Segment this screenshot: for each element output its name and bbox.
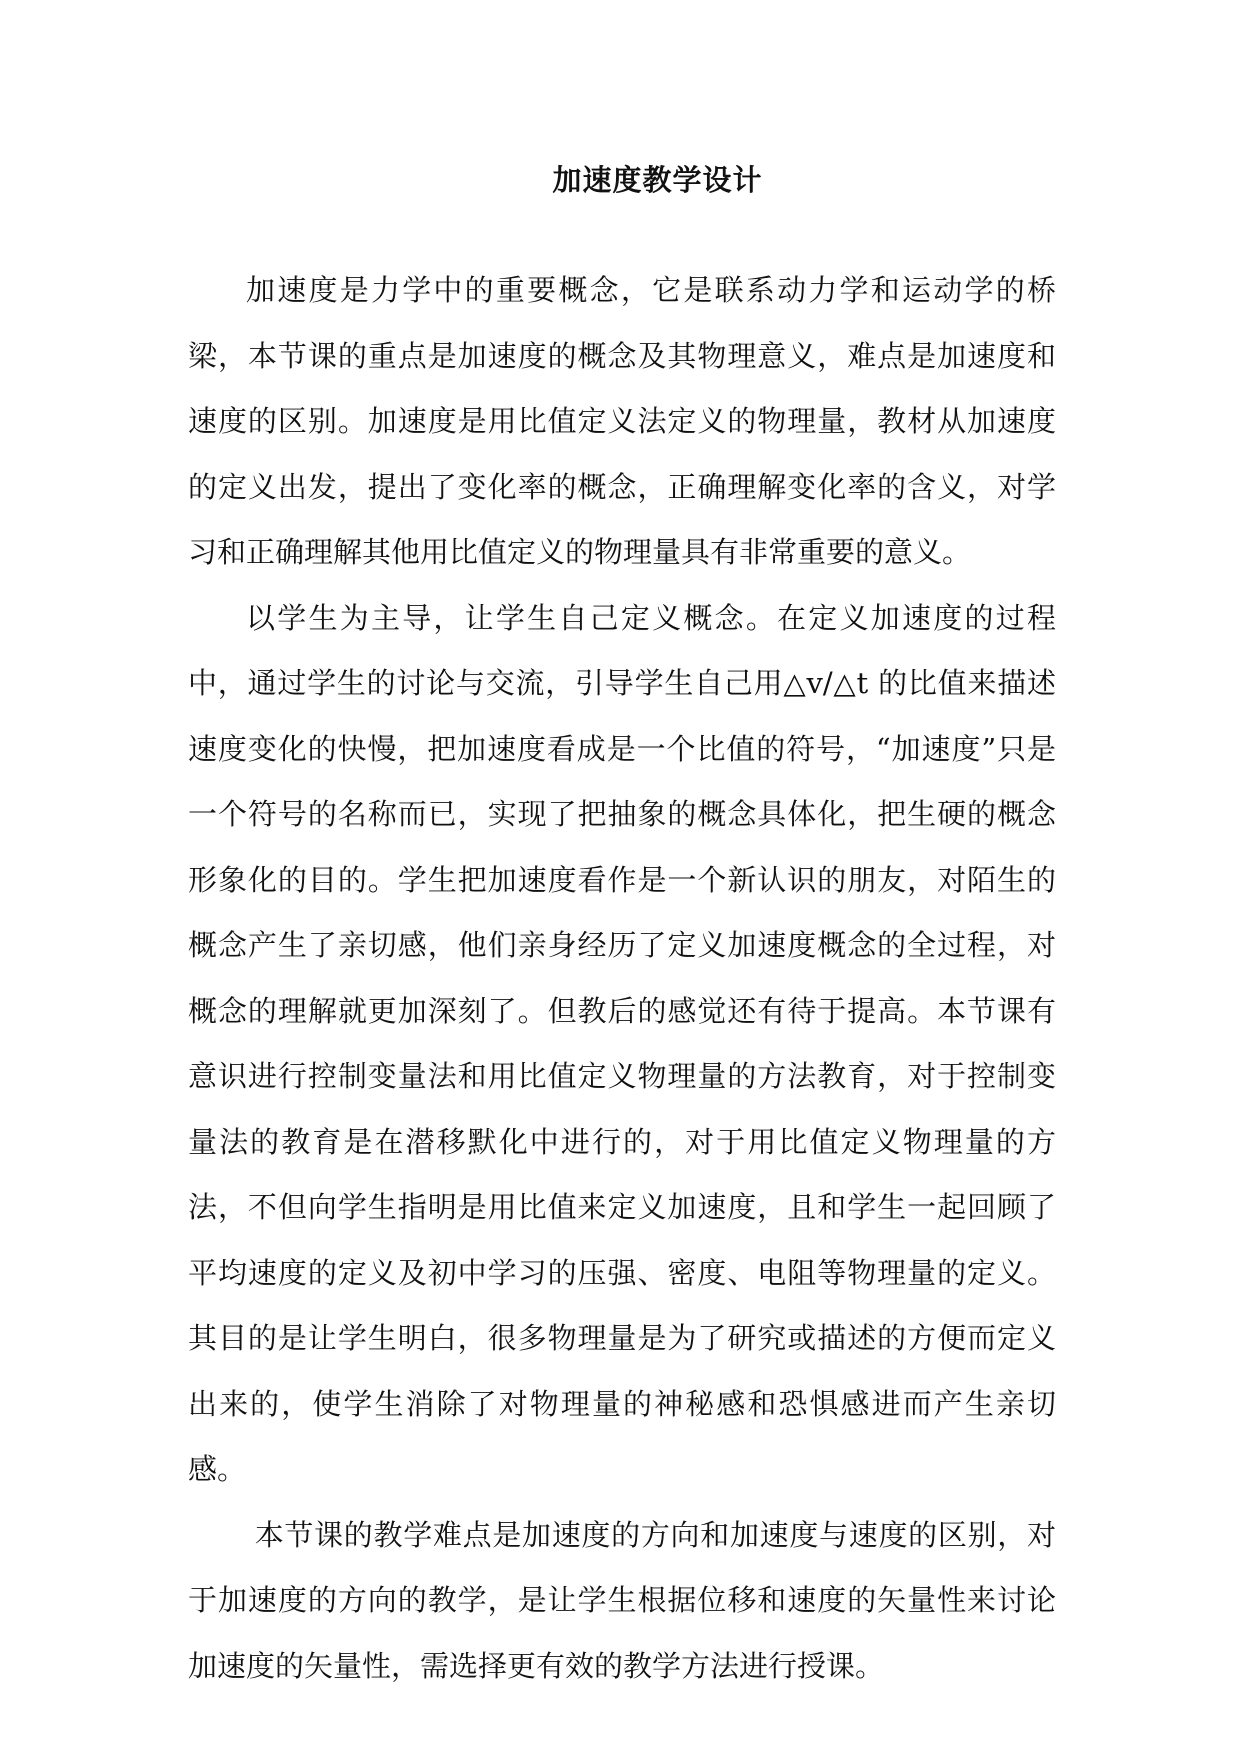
paragraph-3: 本节课的教学难点是加速度的方向和加速度与速度的区别，对于加速度的方向的教学，是让学生根据位移和速度的矢量性来讨论加速度的矢量性，需选择更有效的教学方法进行授课。: [188, 1517, 1056, 1683]
paragraph-1: 加速度是力学中的重要概念，它是联系动力学和运动学的桥梁，本节课的重点是加速度的概念及其物理意义，难点是加速度和速度的区别。加速度是用比值定义法定义的物理量，教材从加速度的定义出发，提出了变化率的概念，正确理解变化率的含义，对学习和正确理解其他用比值定义的物理量具有非常重要的意义。: [188, 273, 1056, 569]
document-title: 加速度教学设计: [552, 163, 763, 197]
paragraph-2: 以学生为主导，让学生自己定义概念。在定义加速度的过程中，通过学生的讨论与交流，引导学生自己用△v/△t 的比值来描述速度变化的快慢，把加速度看成是一个比值的符号，“加速度”只是一个符号的名称而已，实现了把抽象的概念具体化，把生硬的概念形象化的目的。学生把加速度看作是一个新认识的朋友，对陌生的概念产生了亲切感，他们亲身经历了定义加速度概念的全过程，对概念的理解就更加深刻了。但教后的感觉还有待于提高。本节课有意识进行控制变量法和用比值定义物理量的方法教育，对于控制变量法的教育是在潜移默化中进行的，对于用比值定义物理量的方法，不但向学生指明是用比值来定义加速度，且和学生一起回顾了平均速度的定义及初中学习的压强、密度、电阻等物理量的定义。其目的是让学生明白，很多物理量是为了研究或描述的方便而定义出来的，使学生消除了对物理量的神秘感和恐惧感进而产生亲切感。: [188, 600, 1056, 1486]
document-body: [188, 258, 1056, 1699]
